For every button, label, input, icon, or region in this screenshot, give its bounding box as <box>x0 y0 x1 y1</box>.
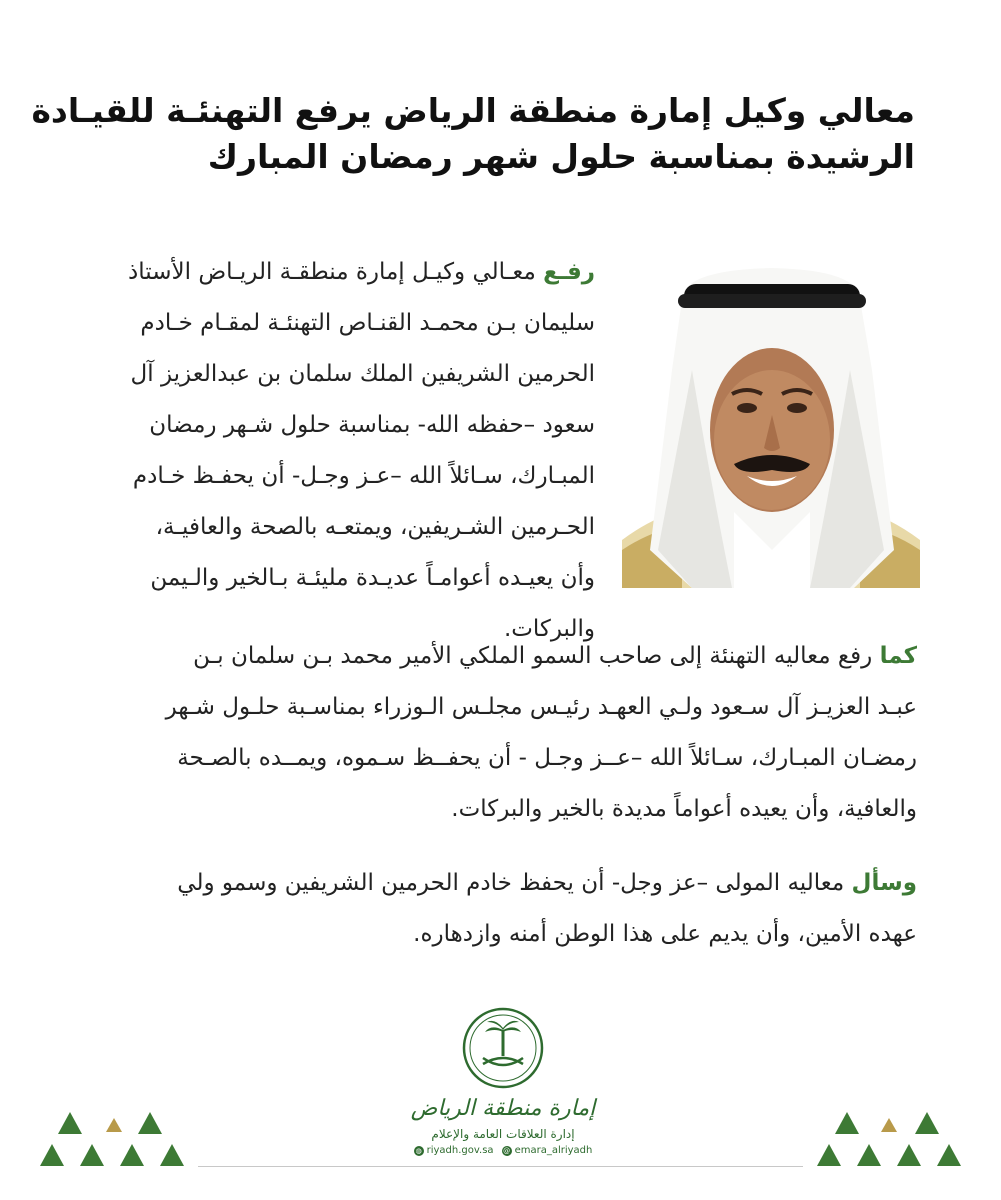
paragraph-line: عبـد العزيـز آل سـعود ولـي العهـد رئيـس مجلـس الـوزراء بمناسـبة حلـول شـهر <box>165 694 917 720</box>
paragraph-line: سعود –حفظه الله- بمناسبة حلول شـهر رمضان <box>149 412 595 438</box>
headline-line-1: معالي وكيل إمارة منطقة الرياض يرفع التهنئـة للقيـادة <box>31 91 915 130</box>
department-name: إدارة العلاقات العامة والإعلام <box>431 1127 575 1141</box>
paragraph-line <box>60 631 917 682</box>
social-handle-link[interactable] <box>502 1145 593 1156</box>
paragraph-lead-word: رفـع <box>543 259 595 285</box>
paragraph-line-text: معاليه المولى –عز وجل- أن يحفظ خادم الحرمين الشريفين وسمو ولي <box>177 870 852 896</box>
paragraph-lead-word: وسأل <box>851 870 917 896</box>
paragraph-line: والبركات. <box>503 616 595 642</box>
website-link[interactable] <box>414 1145 494 1156</box>
paragraph-lead-word: كما <box>879 643 917 669</box>
headline-line-2: الرشيدة بمناسبة حلول شهر رمضان المبارك <box>207 137 915 176</box>
paragraph-congratulations-crown-prince <box>60 631 917 835</box>
paragraph-line: وأن يعيـده أعوامـاً عديـدة مليئـة بـالخير والـيمن <box>150 565 595 591</box>
paragraph-line: المبـارك، سـائلاً الله –عـز وجـل- أن يحفـظ خـادم <box>132 463 595 489</box>
footer-divider <box>198 1166 803 1167</box>
social-handle-text: emara_alriyadh <box>514 1145 593 1156</box>
decorative-triangles-right <box>815 1108 965 1170</box>
paragraph-line: الحرمين الشريفين الملك سلمان بن عبدالعزيز آل <box>130 361 595 387</box>
paragraph-line: عهده الأمين، وأن يديم على هذا الوطن أمنه وازدهاره. <box>413 921 917 947</box>
paragraph-line <box>60 858 917 909</box>
emblem-icon <box>461 1006 545 1090</box>
paragraph-line: الحـرمين الشـريفين، ويمتعـه بالصحة والعافيـة، <box>155 514 595 540</box>
paragraph-line-text: رفع معاليه التهنئة إلى صاحب السمو الملكي الأمير محمد بـن سلمان بـن <box>193 643 880 669</box>
website-text: riyadh.gov.sa <box>426 1145 494 1156</box>
paragraph-line-text: معـالي وكيـل إمارة منطقـة الريـاض الأستاذ <box>128 259 544 285</box>
paragraph-line <box>60 247 595 298</box>
paragraph-prayer <box>60 858 917 960</box>
paragraph-line: سليمان بـن محمـد القنـاص التهنئـة لمقـام خـادم <box>140 310 595 336</box>
org-name: إمارة منطقة الرياض <box>410 1096 596 1121</box>
paragraph-line: والعافية، وأن يعيده أعواماً مديدة بالخير والبركات. <box>451 796 917 822</box>
emirate-logo <box>408 1006 598 1156</box>
paragraph-congratulations-king <box>60 247 595 655</box>
social-links <box>408 1145 598 1156</box>
headline <box>31 88 915 180</box>
paragraph-line: رمضـان المبـارك، سـائلاً الله –عــز وجـل - أن يحفــظ سـموه، ويمــده بالصـحة <box>177 745 917 771</box>
decorative-triangles-left <box>38 1108 188 1170</box>
globe-icon: ◍ <box>415 1146 422 1155</box>
social-icon: @ <box>503 1146 511 1155</box>
official-portrait <box>622 250 920 588</box>
portrait-illustration <box>622 250 920 588</box>
